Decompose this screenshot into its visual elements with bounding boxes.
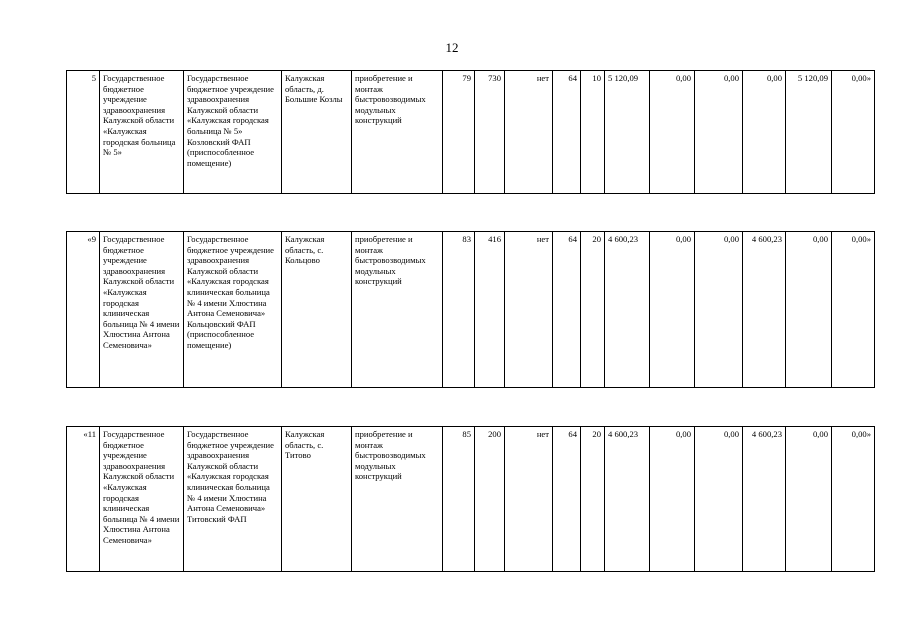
table-row bbox=[67, 232, 875, 388]
value-year: 79 bbox=[443, 71, 475, 194]
value-f1: 0,00 bbox=[650, 71, 695, 194]
value-f1: 0,00 bbox=[650, 427, 695, 572]
row-number: «11 bbox=[67, 427, 100, 572]
value-area: 730 bbox=[475, 71, 505, 194]
facility-name: Государственное бюджетное учреждение здравоохранения Калужской области «Калужская городская клиническая больница № 4 имени Хлюстина Антона Семеновича» Титовский ФАП bbox=[184, 427, 282, 572]
value-year: 83 bbox=[443, 232, 475, 388]
value-total: 5 120,09 bbox=[605, 71, 650, 194]
table-row-block-3 bbox=[66, 426, 875, 572]
value-f3: 0,00 bbox=[743, 71, 786, 194]
row-number: «9 bbox=[67, 232, 100, 388]
value-f4: 0,00 bbox=[786, 427, 832, 572]
value-year: 85 bbox=[443, 427, 475, 572]
value-n1: 64 bbox=[553, 71, 581, 194]
value-f5: 0,00» bbox=[832, 232, 875, 388]
value-f2: 0,00 bbox=[695, 232, 743, 388]
institution-name: Государственное бюджетное учреждение здравоохранения Калужской области «Калужская городская клиническая больница № 4 имени Хлюстина Антона Семеновича» bbox=[100, 232, 184, 388]
value-f3: 4 600,23 bbox=[743, 427, 786, 572]
value-n2: 20 bbox=[581, 427, 605, 572]
value-f3: 4 600,23 bbox=[743, 232, 786, 388]
value-flag: нет bbox=[505, 71, 553, 194]
value-area: 416 bbox=[475, 232, 505, 388]
value-area: 200 bbox=[475, 427, 505, 572]
institution-name: Государственное бюджетное учреждение здравоохранения Калужской области «Калужская городская клиническая больница № 4 имени Хлюстина Антона Семеновича» bbox=[100, 427, 184, 572]
value-total: 4 600,23 bbox=[605, 232, 650, 388]
location: Калужская область, с. Кольцово bbox=[282, 232, 352, 388]
value-flag: нет bbox=[505, 232, 553, 388]
value-f2: 0,00 bbox=[695, 71, 743, 194]
action-description: приобретение и монтаж быстровозводимых модульных конструкций bbox=[352, 427, 443, 572]
page-number: 12 bbox=[445, 40, 459, 55]
table-row bbox=[67, 71, 875, 194]
row-number: 5 bbox=[67, 71, 100, 194]
value-n2: 10 bbox=[581, 71, 605, 194]
institution-name: Государственное бюджетное учреждение здравоохранения Калужской области «Калужская городская больница № 5» bbox=[100, 71, 184, 194]
location: Калужская область, д. Большие Козлы bbox=[282, 71, 352, 194]
table-row-block-1 bbox=[66, 70, 875, 194]
value-n1: 64 bbox=[553, 232, 581, 388]
facility-name: Государственное бюджетное учреждение здравоохранения Калужской области «Калужская городская клиническая больница № 4 имени Хлюстина Антона Семеновича» Кольцовский ФАП (приспособленное помещение) bbox=[184, 232, 282, 388]
value-f4: 0,00 bbox=[786, 232, 832, 388]
value-total: 4 600,23 bbox=[605, 427, 650, 572]
value-f5: 0,00» bbox=[832, 427, 875, 572]
value-f1: 0,00 bbox=[650, 232, 695, 388]
value-n2: 20 bbox=[581, 232, 605, 388]
value-f5: 0,00» bbox=[832, 71, 875, 194]
value-f4: 5 120,09 bbox=[786, 71, 832, 194]
facility-name: Государственное бюджетное учреждение здравоохранения Калужской области «Калужская городская больница № 5» Козловский ФАП (приспособленное помещение) bbox=[184, 71, 282, 194]
table-row bbox=[67, 427, 875, 572]
value-n1: 64 bbox=[553, 427, 581, 572]
table-row-block-2 bbox=[66, 231, 875, 388]
value-f2: 0,00 bbox=[695, 427, 743, 572]
action-description: приобретение и монтаж быстровозводимых модульных конструкций bbox=[352, 232, 443, 388]
value-flag: нет bbox=[505, 427, 553, 572]
location: Калужская область, с. Титово bbox=[282, 427, 352, 572]
action-description: приобретение и монтаж быстровозводимых модульных конструкций bbox=[352, 71, 443, 194]
